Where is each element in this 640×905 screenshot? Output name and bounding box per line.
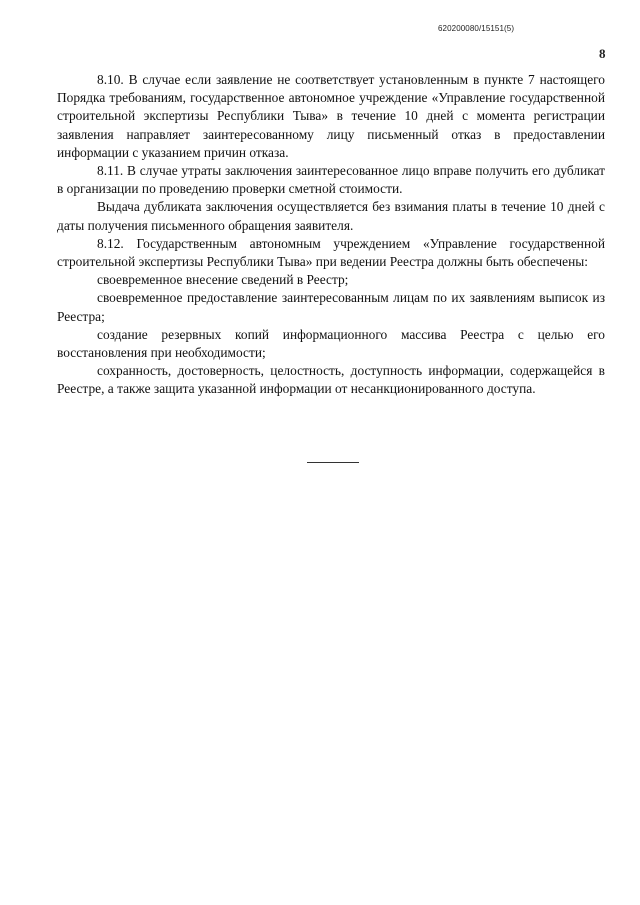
paragraph-8-12: 8.12. Государственным автономным учреждением «Управление государственной строительной экспертизы Республики Тыва» при ведении Реестра должны быть обеспечены: (57, 235, 605, 270)
document-body (57, 71, 605, 399)
paragraph-8-10: 8.10. В случае если заявление не соответствует установленным в пункте 7 настоящего Порядка требованиям, государственное автономное учреждение «Управление государственной строительной экспертизы Республики Тыва» в течение 10 дней с момента регистрации заявления направляет заинтересованному лицу письменный отказ в предоставлении информации с указанием причин отказа. (57, 72, 605, 160)
list-item-backups: создание резервных копий информационного массива Реестра с целью его восстановления при необходимости; (57, 326, 605, 361)
page-number: 8 (599, 46, 606, 61)
list-item-data-integrity: сохранность, достоверность, целостность, доступность информации, содержащейся в Реестре, а также защита указанной информации от несанкционированного доступа. (57, 363, 605, 397)
document-code: 620200080/15151(5) (438, 24, 515, 33)
list-item-timely-entry: своевременное внесение сведений в Реестр; (97, 272, 349, 288)
paragraph-duplicate-fee: Выдача дубликата заключения осуществляется без взимания платы в течение 10 дней с даты получения письменного обращения заявителя. (57, 199, 605, 233)
list-item-extracts: своевременное предоставление заинтересованным лицам по их заявлениям выписок из Реестра; (57, 290, 605, 324)
end-divider (307, 462, 359, 463)
paragraph-8-11: 8.11. В случае утраты заключения заинтересованное лицо вправе получить его дубликат в организации по проведению проверки сметной стоимости. (57, 163, 605, 197)
